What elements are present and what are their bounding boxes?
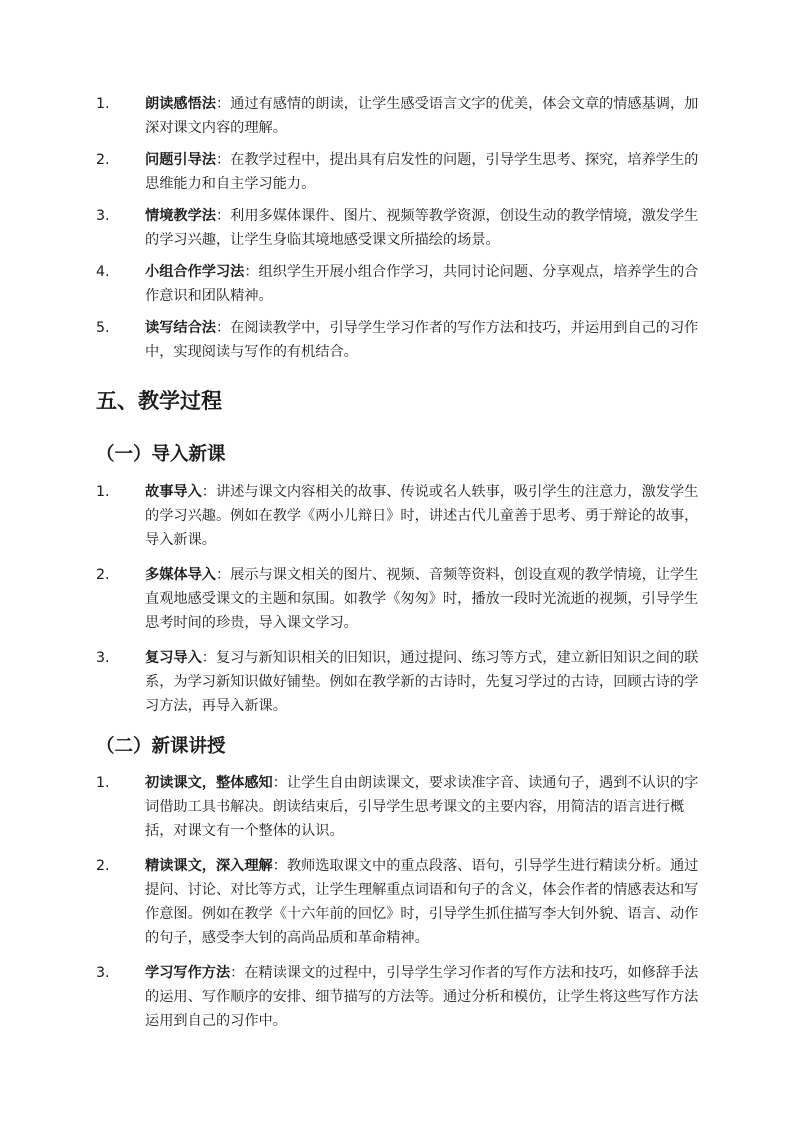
item-text: ：在精读课文的过程中，引导学生学习作者的写作方法和技巧，如修辞手法的运用、写作顺序的安排、细节描写的方法等。通过分析和模仿，让学生将这些写作方法运用到自己的习作中。 xyxy=(145,965,699,1029)
section-heading: 五、教学过程 xyxy=(96,389,222,413)
list-item xyxy=(96,204,702,252)
list-item xyxy=(96,260,702,308)
item-text: ：组织学生开展小组合作学习，共同讨论问题、分享观点，培养学生的合作意识和团队精神。 xyxy=(145,264,699,304)
item-number: 2. xyxy=(96,152,110,168)
item-text: ：在阅读教学中，引导学生学习作者的写作方法和技巧，并运用到自己的习作中，实现阅读与写作的有机结合。 xyxy=(145,320,699,360)
item-term: 多媒体导入 xyxy=(145,567,216,583)
item-term: 复习导入 xyxy=(145,650,202,666)
list-item xyxy=(96,961,702,1033)
item-text: ：展示与课文相关的图片、视频、音频等资料，创设直观的教学情境，让学生直观地感受课文的主题和氛围。如教学《匆匆》时，播放一段时光流逝的视频，引导学生思考时间的珍贵，导入课文学习。 xyxy=(145,567,699,631)
item-number: 3. xyxy=(96,965,110,981)
list-item xyxy=(96,92,702,140)
list-item xyxy=(96,646,702,718)
list-item xyxy=(96,480,702,552)
item-term: 小组合作学习法 xyxy=(145,264,245,280)
item-number: 1. xyxy=(96,775,110,791)
item-term: 学习写作方法 xyxy=(145,965,231,981)
item-number: 3. xyxy=(96,650,110,666)
teaching-steps-list xyxy=(96,771,702,1044)
item-term: 读写结合法 xyxy=(145,320,216,336)
item-text: ：让学生自由朗读课文，要求读准字音、读通句子，遇到不认识的字词借助工具书解决。朗读结束后，引导学生思考课文的主要内容，用简洁的语言进行概括，对课文有一个整体的认识。 xyxy=(145,775,699,839)
item-number: 3. xyxy=(96,208,110,224)
item-number: 2. xyxy=(96,567,110,583)
item-number: 1. xyxy=(96,96,110,112)
list-item xyxy=(96,771,702,843)
intro-methods-list xyxy=(96,480,702,729)
subsection-heading-intro: （一）导入新课 xyxy=(96,444,226,465)
list-item xyxy=(96,316,702,364)
item-term: 情境教学法 xyxy=(145,208,216,224)
item-term: 问题引导法 xyxy=(145,152,216,168)
item-number: 1. xyxy=(96,484,110,500)
item-term: 初读课文，整体感知 xyxy=(145,775,273,791)
item-term: 朗读感悟法 xyxy=(145,96,216,112)
item-number: 4. xyxy=(96,264,110,280)
list-item xyxy=(96,148,702,196)
subsection-heading-teaching: （二）新课讲授 xyxy=(96,736,226,757)
item-text: ：在教学过程中，提出具有启发性的问题，引导学生思考、探究，培养学生的思维能力和自主学习能力。 xyxy=(145,152,699,192)
item-text: ：复习与新知识相关的旧知识，通过提问、练习等方式，建立新旧知识之间的联系，为学习新知识做好铺垫。例如在教学新的古诗时，先复习学过的古诗，回顾古诗的学习方法，再导入新课。 xyxy=(145,650,699,714)
item-number: 5. xyxy=(96,320,110,336)
item-text: ：利用多媒体课件、图片、视频等教学资源，创设生动的教学情境，激发学生的学习兴趣，让学生身临其境地感受课文所描绘的场景。 xyxy=(145,208,699,248)
list-item xyxy=(96,563,702,635)
item-text: ：讲述与课文内容相关的故事、传说或名人轶事，吸引学生的注意力，激发学生的学习兴趣。例如在教学《两小儿辩日》时，讲述古代儿童善于思考、勇于辩论的故事，导入新课。 xyxy=(145,484,699,548)
item-text: ：通过有感情的朗读，让学生感受语言文字的优美，体会文章的情感基调，加深对课文内容的理解。 xyxy=(145,96,699,136)
teaching-methods-list xyxy=(96,92,702,372)
item-text: ：教师选取课文中的重点段落、语句，引导学生进行精读分析。通过提问、讨论、对比等方式，让学生理解重点词语和句子的含义，体会作者的情感表达和写作意图。例如在教学《十六年前的回忆》时，引导学生抓住描写李大钊外貌、语言、动作的句子，感受李大钊的高尚品质和革命精神。 xyxy=(145,858,699,946)
item-term: 故事导入 xyxy=(145,484,202,500)
list-item xyxy=(96,854,702,950)
item-term: 精读课文，深入理解 xyxy=(145,858,273,874)
item-number: 2. xyxy=(96,858,110,874)
